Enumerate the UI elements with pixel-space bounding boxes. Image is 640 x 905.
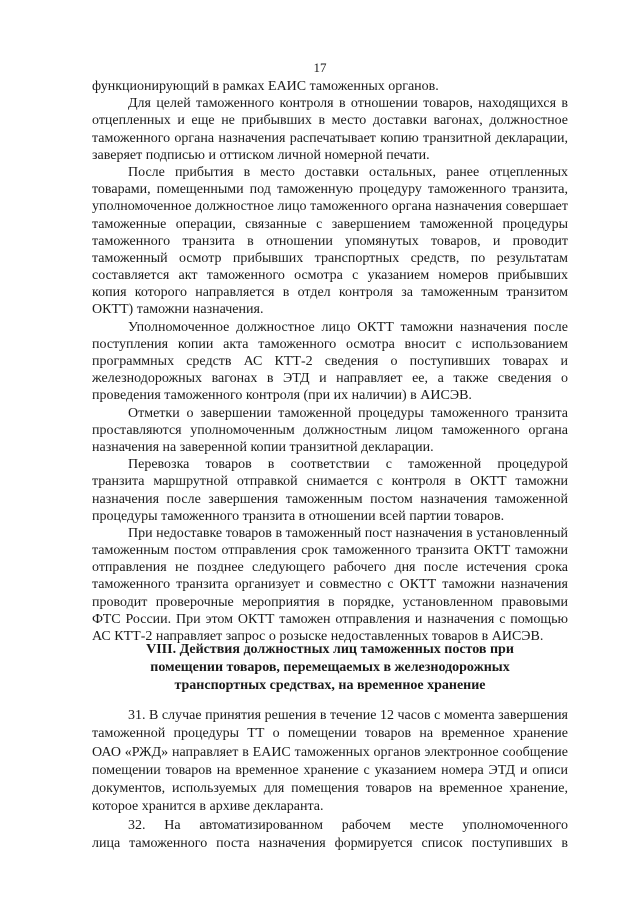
text-line: отправления не позднее следующего рабочего дня после истечения срока [92, 560, 568, 576]
body-text-top [92, 78, 568, 645]
paragraph [92, 405, 568, 457]
paragraph [92, 95, 568, 164]
text-line: таможенного органа назначения распечатывает копию транзитной декларации, [92, 130, 568, 146]
text-line: Отметки о завершении таможенной процедуры таможенного транзита [128, 405, 568, 421]
text-line: 32. На автоматизированном рабочем месте уполномоченного [128, 817, 568, 833]
heading-line: помещении товаров, перемещаемых в железнодорожных [150, 660, 510, 675]
text-line: копия которого направляется в отдел контроля за таможенным транзитом [92, 285, 568, 301]
text-line: Перевозка товаров в соответствии с таможенной процедурой [128, 457, 568, 473]
text-line: таможенного транзита в отношении упомянутых товаров, и проводит [92, 233, 568, 249]
body-text-bottom [92, 707, 568, 853]
paragraph [92, 817, 568, 854]
text-line: таможенной процедуры ТТ о помещении товаров на временное хранение [92, 726, 568, 742]
heading-line: VIII. Действия должностных лиц таможенных постов при [146, 642, 514, 657]
text-line: ОКТТ) таможни назначения. [92, 302, 264, 318]
text-line: помещении товаров на временное хранение с указанием номера ЭТД и описи [92, 762, 568, 778]
text-line: отцепленных и еще не прибывших в место доставки вагонах, должностное [92, 113, 568, 129]
text-line: которое хранится в архиве декларанта. [92, 799, 324, 815]
text-line: транзита маршрутной отправкой снимается с контроля в ОКТТ таможни [92, 474, 568, 490]
heading-line: транспортных средствах, на временное хранение [174, 678, 486, 693]
paragraph [92, 707, 568, 817]
text-line: таможенного транзита организует и совместно с ОКТТ таможни назначения [92, 577, 568, 593]
paragraph [92, 78, 568, 95]
text-line: 31. В случае принятия решения в течение 12 часов с момента завершения [128, 708, 568, 723]
section-heading [92, 641, 568, 695]
paragraph [92, 456, 568, 525]
text-line: железнодорожных вагонах в ЭТД и направляет ее, а также сведения о [92, 371, 568, 387]
text-line: назначения после завершения таможенным постом назначения таможенной [92, 491, 568, 507]
text-line: таможенные операции, связанные с завершением таможенной процедуры [92, 216, 568, 232]
text-line: Уполномоченное должностное лицо ОКТТ таможни назначения после [128, 319, 568, 335]
text-line: таможенный осмотр прибывших транспортных средств, по результатам [92, 250, 568, 266]
text-line: уполномоченное должностное лицо таможенного органа назначения совершает [92, 199, 568, 215]
text-line: составляется акт таможенного осмотра с указанием номеров прибывших [92, 268, 568, 284]
text-line: товарами, помещенными под таможенную процедуру таможенного транзита, [92, 182, 568, 198]
text-line: документов, используемых для помещения товаров на временное хранение, [92, 781, 568, 797]
text-line: ОАО «РЖД» направляет в ЕАИС таможенных органов электронное сообщение [92, 744, 568, 760]
text-line: лица таможенного поста назначения формируется список поступивших в [92, 836, 568, 852]
text-line: заверяет подписью и оттиском личной номерной печати. [92, 147, 430, 163]
text-line: АС КТТ-2 направляет запрос о розыске недоставленных товаров в АИСЭВ. [92, 629, 544, 644]
text-line: После прибытия в место доставки остальных, ранее отцепленных [128, 164, 568, 180]
text-line: функционирующий в рамках ЕАИС таможенных органов. [92, 79, 439, 94]
text-line: программных средств АС КТТ-2 сведения о поступивших товарах и [92, 354, 568, 369]
text-line: назначения на заверенной копии транзитной декларации. [92, 439, 434, 455]
page-number: 17 [313, 60, 327, 75]
text-line: проводит проверочные мероприятия в порядке, установленном правовыми [92, 594, 568, 610]
paragraph [92, 164, 568, 319]
text-line: Для целей таможенного контроля в отношении товаров, находящихся в [128, 96, 568, 112]
paragraph [92, 525, 568, 645]
text-line: ФТС России. При этом ОКТТ таможен отправления и назначения с помощью [92, 611, 568, 627]
text-line: таможенным постом отправления срок таможенного транзита ОКТТ таможни [92, 543, 568, 559]
paragraph [92, 319, 568, 405]
text-line: поступления копии акта таможенного осмотра вносит с использованием [92, 336, 568, 352]
text-line: проставляются уполномоченным должностным лицом таможенного органа [92, 422, 568, 438]
text-line: При недоставке товаров в таможенный пост назначения в установленный [128, 525, 568, 541]
text-line: проведения таможенного контроля (при их наличии) в АИСЭВ. [92, 388, 472, 404]
text-line: процедуры таможенного транзита в отношении всей партии товаров. [92, 508, 505, 524]
